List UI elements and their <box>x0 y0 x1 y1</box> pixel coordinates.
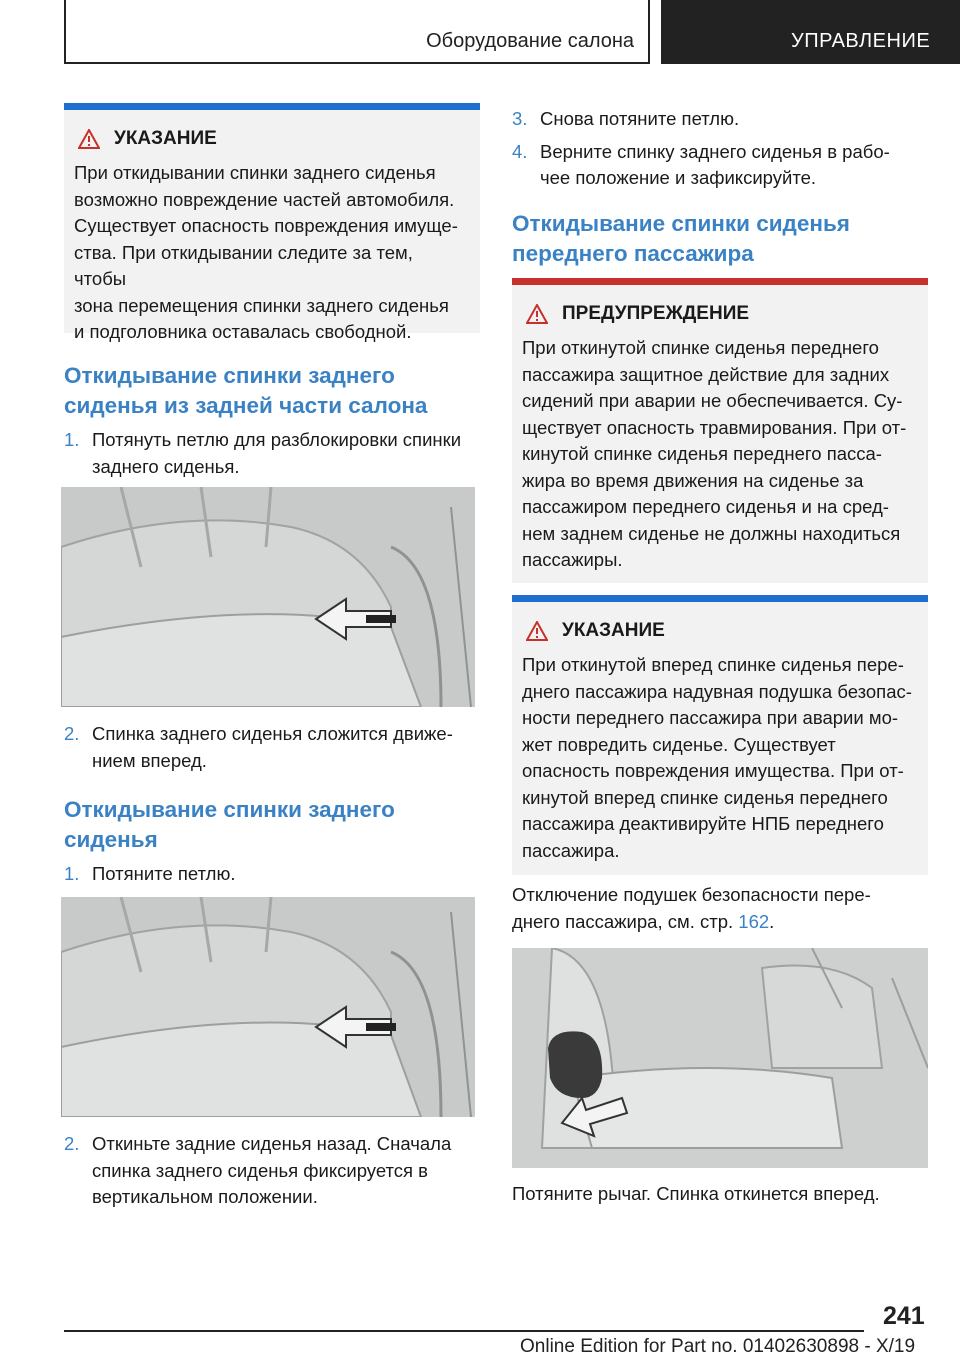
warning-line: При откинутой спинке сиденья переднего <box>522 337 879 358</box>
right-steps <box>512 106 928 192</box>
warning-box <box>512 278 928 583</box>
section-heading: Откидывание спинки заднего <box>64 363 395 388</box>
step-text: Верните спинку заднего сиденья в рабо- <box>540 140 890 162</box>
notice-line: жет повредить сиденье. Существует <box>522 733 836 755</box>
step-item <box>64 427 480 480</box>
section-front-fold <box>512 209 928 269</box>
figure-caption-block <box>512 1181 928 1208</box>
step-2-block <box>64 721 480 774</box>
step-text: заднего сиденья. <box>92 455 240 477</box>
header-section-title: Оборудование салона <box>426 30 634 52</box>
warning-line: сидений при аварии не обеспечивается. Су- <box>522 390 903 411</box>
step-number: 4. <box>512 140 528 162</box>
notice-line: пассажира. <box>522 839 620 861</box>
step-number: 3. <box>512 108 528 129</box>
warning-line: жира во время движения на сиденье за <box>522 469 864 491</box>
warning-triangle-icon <box>526 621 548 641</box>
step-2b-block <box>64 1131 480 1211</box>
figure-caption: Потяните рычаг. Спинка откинется вперед. <box>512 1183 880 1204</box>
notice2-container <box>512 595 928 875</box>
warning-line: ществует опасность травмирования. При от- <box>522 416 907 438</box>
section-heading: сиденья <box>64 827 158 852</box>
step-number: 2. <box>64 1133 80 1154</box>
page-reference-link[interactable]: 162 <box>738 910 770 932</box>
footer-edition: Online Edition for Part no. 01402630898 - X/19 <box>520 1336 916 1357</box>
step-text: чее положение и зафиксируйте. <box>540 167 817 188</box>
step-text: Откиньте задние сиденья назад. Сначала <box>92 1133 452 1154</box>
header-chapter-tab <box>661 0 960 64</box>
step-item <box>512 139 928 192</box>
step-text: Спинка заднего сиденья сложится движе- <box>92 723 453 744</box>
header-section-tab <box>64 0 650 64</box>
step-item <box>64 721 480 774</box>
section-heading: сиденья из задней части салона <box>64 393 428 418</box>
section-rear-fold-2 <box>64 795 480 888</box>
warning-line: нем заднем сиденье не должны находиться <box>522 522 901 544</box>
paragraph-end: . <box>769 910 775 932</box>
step-number: 2. <box>64 723 80 744</box>
notice-box <box>64 103 480 342</box>
step-number: 1. <box>64 429 80 450</box>
notice-line: ности переднего пассажира при аварии мо- <box>522 707 899 728</box>
step-item <box>64 1131 480 1211</box>
warning-line: кинутой спинке сиденья переднего пасса- <box>522 443 882 464</box>
notice-line: При откинутой вперед спинке сиденья пере- <box>522 654 904 675</box>
notice-box <box>512 595 928 875</box>
step-text: нием вперед. <box>92 749 207 771</box>
paragraph-line: Отключение подушек безопасности пере- <box>512 884 871 905</box>
left-column <box>64 103 480 342</box>
step-text: Потянуть петлю для разблокировки спинки <box>92 429 462 450</box>
step-number: 1. <box>64 863 80 884</box>
step-item <box>64 861 480 888</box>
warning-line: пассажира защитное действие для задних <box>522 363 890 385</box>
notice-title: УКАЗАНИЕ <box>114 128 217 149</box>
paragraph-line: днего пассажира, см. стр. <box>512 910 734 932</box>
notice-line: кинутой вперед спинке сиденья переднего <box>522 786 888 808</box>
warning-line: пассажиры. <box>522 549 623 570</box>
airbag-paragraph <box>512 882 928 935</box>
notice-line: зона перемещения спинки заднего сиденья <box>74 294 449 316</box>
warning-title: ПРЕДУПРЕЖДЕНИЕ <box>562 303 750 324</box>
section-heading: Откидывание спинки сиденья <box>512 211 850 236</box>
notice-line: возможно повреждение частей автомобиля. <box>74 188 455 210</box>
notice-line: и подголовника оставалась свободной. <box>74 321 412 342</box>
warning-triangle-icon <box>526 304 548 324</box>
warning-line: пассажиром переднего сиденья и на сред- <box>522 496 889 517</box>
notice-line: днего пассажира надувная подушка безопас- <box>522 680 912 702</box>
header-chapter-title: УПРАВЛЕНИЕ <box>791 30 931 52</box>
step-text: Снова потяните петлю. <box>540 108 740 129</box>
rear-seat-image-1 <box>61 487 475 707</box>
step-item <box>512 106 928 133</box>
front-seat-image <box>512 948 928 1168</box>
notice-line: опасность повреждения имущества. При от- <box>522 760 904 781</box>
page-number: 241 <box>883 1302 925 1330</box>
notice-line: пассажира деактивируйте НПБ переднего <box>522 813 884 834</box>
footer-rule <box>64 1330 864 1332</box>
warning-triangle-icon <box>78 129 100 149</box>
warning-container <box>512 278 928 583</box>
notice-line: Существует опасность повреждения имуще- <box>74 215 458 236</box>
notice-line: При откидывании спинки заднего сиденья <box>74 162 436 183</box>
notice-line: ства. При откидывании следите за тем, чтобы <box>74 241 413 289</box>
step-text: вертикальном положении. <box>92 1186 318 1207</box>
rear-seat-image-2 <box>61 897 475 1117</box>
section-rear-fold <box>64 361 480 480</box>
step-text: Потяните петлю. <box>92 863 236 884</box>
section-heading: Откидывание спинки заднего <box>64 797 395 822</box>
notice-title: УКАЗАНИЕ <box>562 620 665 641</box>
section-heading: переднего пассажира <box>512 241 754 266</box>
step-text: спинка заднего сиденья фиксируется в <box>92 1159 429 1181</box>
